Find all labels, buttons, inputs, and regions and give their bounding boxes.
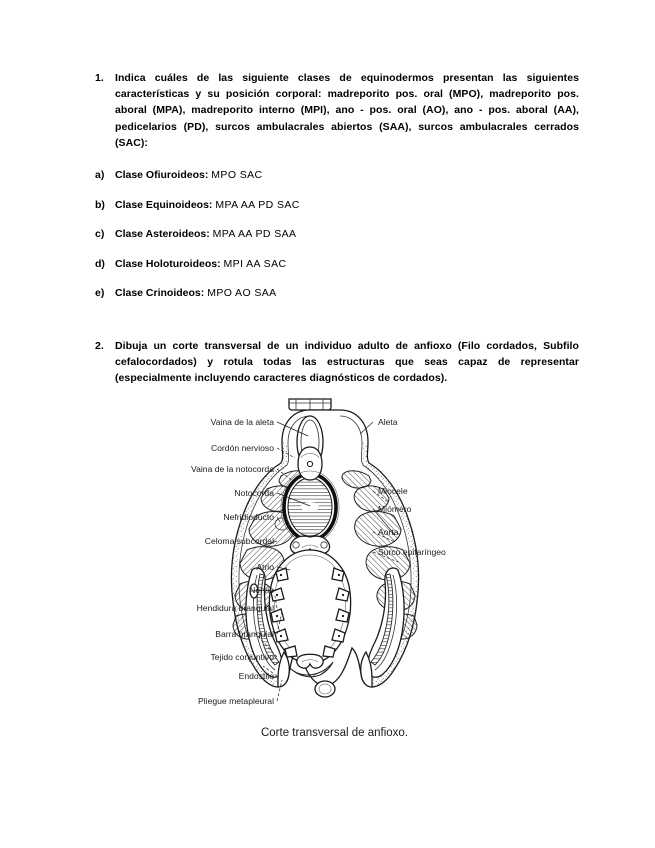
answer-text-b xyxy=(115,198,579,212)
figure-caption xyxy=(0,727,655,739)
answer-letter-a: a) xyxy=(95,169,105,182)
question-2-number: 2. xyxy=(95,339,104,352)
question-1 xyxy=(95,70,579,151)
answer-item-c xyxy=(95,227,579,241)
document-content xyxy=(95,70,579,386)
anfioxo-figure xyxy=(0,390,655,750)
answer-text-e xyxy=(115,286,579,300)
figure-caption-text: Corte transversal de anfioxo. xyxy=(260,727,409,739)
answer-letter-d: d) xyxy=(95,257,105,270)
answer-letter-c: c) xyxy=(95,228,105,241)
answer-item-d xyxy=(95,257,579,271)
answer-codes-a: MPO SAC xyxy=(211,169,263,182)
label-celoma-subcordal: Celoma subcordal xyxy=(204,536,274,546)
question-2 xyxy=(95,338,579,387)
label-aleta: Aleta xyxy=(378,417,398,427)
answer-label-d: Clase Holoturoideos: xyxy=(115,257,221,270)
answer-text-a xyxy=(115,168,579,182)
label-endostilo: Endostilo xyxy=(238,671,274,681)
label-notocorda: Notocorda xyxy=(234,488,274,498)
question-1-number: 1. xyxy=(95,72,104,84)
label-atrio: Atrio xyxy=(256,562,274,572)
label-vaina-de-la-notocorda: Vaina de la notocorda xyxy=(191,464,274,474)
answer-codes-c: MPA AA PD SAA xyxy=(212,228,297,241)
answer-text-c xyxy=(115,227,579,241)
answer-label-e: Clase Crinoideos: xyxy=(115,287,205,300)
label-hendidura-branquial: Hendidura branquial xyxy=(196,603,274,613)
label-miocele: Miocele xyxy=(378,486,408,496)
answer-item-e xyxy=(95,286,579,300)
answer-label-c: Clase Asteroideos: xyxy=(115,228,210,241)
label-miomero: Miómero xyxy=(378,504,412,514)
label-nefridioducto: Nefridioducto xyxy=(223,512,274,522)
label-tejido-conjuntivo: Tejido conjuntivo xyxy=(210,652,274,662)
answer-text-d xyxy=(115,257,579,271)
answer-letter-b: b) xyxy=(95,198,105,211)
answer-label-a: Clase Ofiuroideos: xyxy=(115,169,209,182)
answer-item-a xyxy=(95,168,579,182)
answer-codes-b: MPA AA PD SAC xyxy=(215,198,300,211)
anfioxo-cross-section-diagram xyxy=(130,390,550,720)
answer-list xyxy=(95,168,579,300)
question-1-text: Indica cuáles de las siguiente clases de equinodermos presentan las siguientes características y su posición corporal: madreporito pos. oral (MPO), madreporito pos. aboral (MPA), madreporito interno (MPI), ano - pos. oral (AO), ano - pos. aboral (AA), pedicelarios (PD), surcos ambulacrales abiertos (SAA), surcos ambulacrales cerrados (SAC): xyxy=(115,72,579,149)
answer-letter-e: e) xyxy=(95,287,105,300)
label-nervio: Nervio xyxy=(249,585,274,595)
label-aorta: Aorta xyxy=(378,527,399,537)
answer-item-b xyxy=(95,198,579,212)
answer-label-b: Clase Equinoideos: xyxy=(115,198,213,211)
label-surco-epifaringeo: Surco epifaríngeo xyxy=(378,547,446,557)
answer-codes-e: MPO AO SAA xyxy=(207,287,277,300)
label-pliegue-metapleural: Pliegue metapleural xyxy=(198,696,274,706)
answer-codes-d: MPI AA SAC xyxy=(223,257,287,270)
label-barra-branquial: Barra branquial xyxy=(215,629,274,639)
label-vaina-de-la-aleta: Vaina de la aleta xyxy=(210,417,274,427)
label-cordon-nervioso: Cordón nervioso xyxy=(210,443,274,453)
question-2-text: Dibuja un corte transversal de un individuo adulto de anfioxo (Filo cordados, Subfilo cefalocordados) y rotula todas las estructuras que seas capaz de representar (especialmente incluyendo caracteres diagnósticos de cordados). xyxy=(115,339,579,384)
